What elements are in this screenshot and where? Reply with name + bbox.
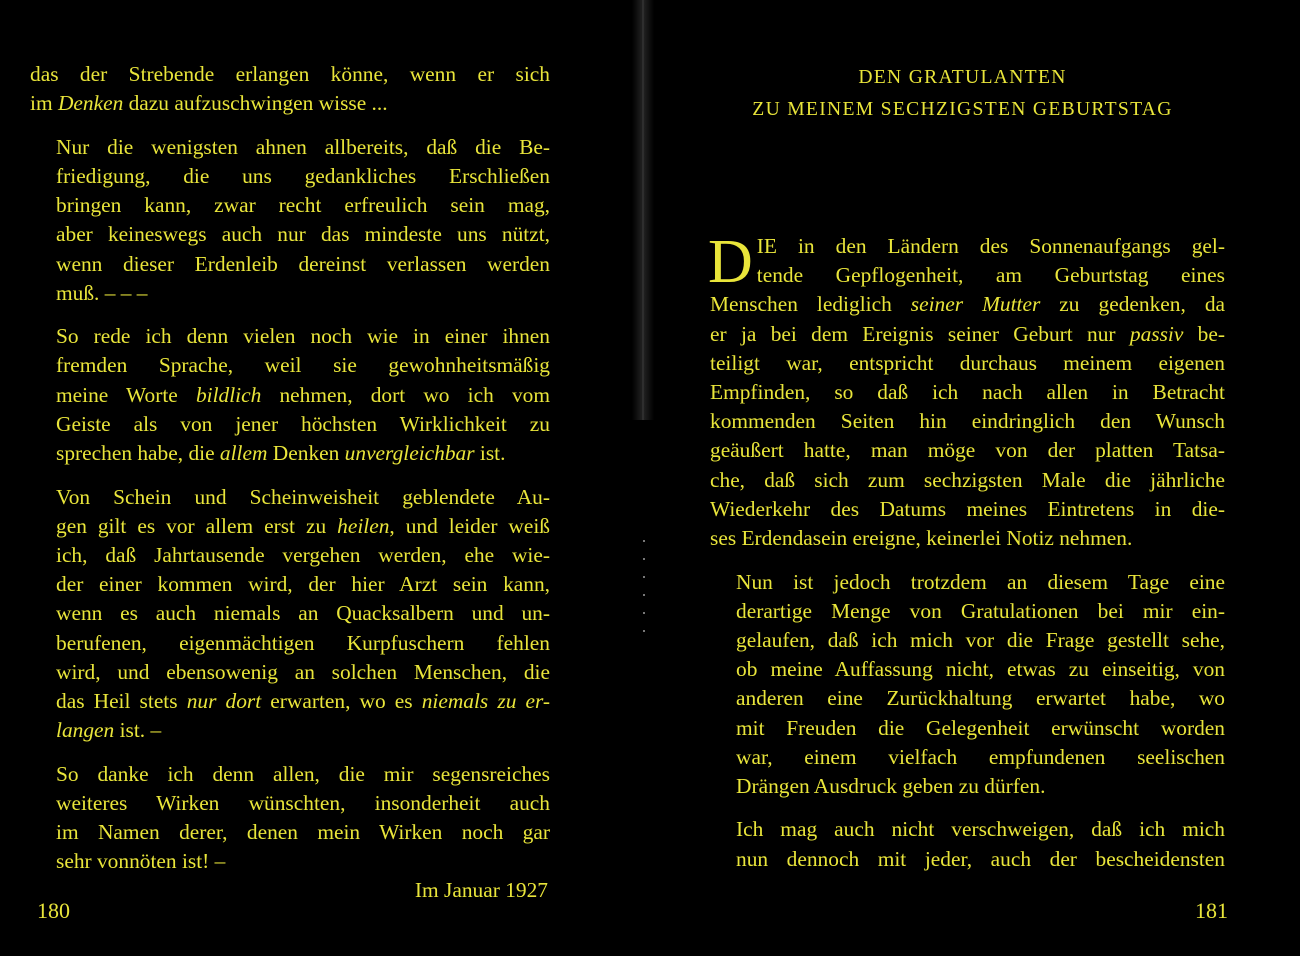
text-line: Geiste als von jener höchsten Wirklichkeit zu bbox=[56, 411, 550, 436]
text-line: fremden Sprache, weil sie gewohnheitsmäßig bbox=[56, 353, 550, 378]
text-line: Nun ist jedoch trotzdem an diesem Tage eine bbox=[736, 569, 1225, 594]
left-page bbox=[0, 0, 640, 956]
text-line: ses Erdendasein ereigne, keinerlei Notiz nehmen. bbox=[710, 526, 1133, 551]
emphasis: seiner Mutter bbox=[910, 292, 1041, 317]
text-line: im Denken dazu aufzuschwingen wisse ... bbox=[30, 91, 388, 116]
text-line: kommenden Seiten hin eindringlich den Wunsch bbox=[710, 409, 1225, 434]
text-line: muß. – – – bbox=[56, 280, 148, 305]
emphasis: unvergleichbar bbox=[344, 441, 475, 466]
text-line: So rede ich denn vielen noch wie in einer ihnen bbox=[56, 324, 550, 349]
text-line: weiteres Wirken wünschten, insonderheit auch bbox=[56, 790, 550, 815]
text-line: derartige Menge von Gratulationen bei mir ein- bbox=[736, 598, 1225, 623]
text-line: Empfinden, so daß ich nach allen in Betracht bbox=[710, 380, 1225, 405]
page-number-left: 180 bbox=[37, 898, 70, 923]
text-line: geäußert hatte, man möge von der platten Tatsa- bbox=[710, 438, 1225, 463]
left-page-text bbox=[30, 60, 550, 920]
text-line: meine Worte bildlich nehmen, dort wo ich vom bbox=[56, 382, 550, 407]
text-line: gelaufen, daß ich mich vor die Frage gestellt sehe, bbox=[736, 627, 1225, 652]
text-line: langen ist. – bbox=[56, 718, 162, 743]
heading-line-2: ZU MEINEM SECHZIGSTEN GEBURTSTAG bbox=[752, 99, 1173, 120]
paragraph bbox=[30, 133, 550, 308]
first-word-caps: IE bbox=[756, 234, 777, 258]
text-line: Ich mag auch nicht verschweigen, daß ich mich bbox=[736, 817, 1225, 842]
text-line: tende Gepflogenheit, am Geburtstag eines bbox=[756, 263, 1225, 288]
text-line: So danke ich denn allen, die mir segensreiches bbox=[56, 761, 550, 786]
text-line: anderen eine Zurückhaltung erwartet habe, wo bbox=[736, 686, 1225, 711]
right-page-text bbox=[708, 228, 1226, 888]
drop-cap: D bbox=[708, 228, 753, 296]
paragraph bbox=[30, 483, 550, 746]
heading-line-1: DEN GRATULANTEN bbox=[858, 67, 1067, 88]
text-line: nun dennoch mit jeder, auch der bescheidensten bbox=[736, 846, 1225, 871]
paragraph bbox=[708, 228, 1226, 553]
text-line: im Namen derer, denen mein Wirken noch gar bbox=[56, 820, 550, 845]
emphasis: langen bbox=[56, 718, 115, 743]
text-line: der einer kommen wird, der hier Arzt sein kann, bbox=[56, 572, 550, 597]
emphasis: bildlich bbox=[195, 382, 262, 407]
text-line: das Heil stets nur dort erwarten, wo es niemals zu er- bbox=[56, 688, 550, 713]
text-line: war, einem vielfach empfundenen seelischen bbox=[736, 744, 1225, 769]
text-line: bringen kann, zwar recht erfreulich sein mag, bbox=[56, 193, 550, 218]
text-line: sehr vonnöten ist! – bbox=[56, 849, 226, 874]
text-line: Nur die wenigsten ahnen allbereits, daß die Be- bbox=[56, 134, 550, 159]
paragraph bbox=[710, 815, 1225, 873]
text-line: er ja bei dem Ereignis seiner Geburt nur passiv be- bbox=[710, 321, 1225, 346]
emphasis: allem bbox=[219, 441, 268, 466]
text-line: Von Schein und Scheinweisheit geblendete Au- bbox=[56, 484, 550, 509]
gutter-shadow bbox=[643, 540, 645, 640]
text-line: IE in den Ländern des Sonnenaufgangs gel- bbox=[756, 234, 1225, 258]
text-line: mit Freuden die Gelegenheit erwünscht worden bbox=[736, 715, 1225, 740]
emphasis: nur dort bbox=[186, 688, 262, 713]
text-line: teiligt war, entspricht durchaus meinem eigenen bbox=[710, 350, 1225, 375]
right-page bbox=[660, 0, 1300, 956]
text-line: che, daß sich zum sechzigsten Male die jährliche bbox=[710, 467, 1225, 492]
emphasis: Denken bbox=[57, 91, 124, 116]
paragraph bbox=[30, 322, 550, 468]
text-line: wenn es auch niemals an Quacksalbern und un- bbox=[56, 601, 550, 626]
text-line: das der Strebende erlangen könne, wenn er sich bbox=[30, 62, 550, 86]
paragraph bbox=[710, 568, 1225, 802]
text-line: ob meine Auffassung nicht, etwas zu einseitig, von bbox=[736, 657, 1225, 682]
text-line: Wiederkehr des Datums meines Eintretens in die- bbox=[710, 496, 1225, 521]
text-line: wird, und ebensowenig an solchen Menschen, die bbox=[56, 659, 550, 684]
text-line: Drängen Ausdruck geben zu dürfen. bbox=[736, 773, 1046, 798]
text-line: Menschen lediglich seiner Mutter zu gedenken, da bbox=[710, 292, 1226, 317]
text-line: ich, daß Jahrtausende vergehen werden, ehe wie- bbox=[56, 542, 550, 567]
text-line: sprechen habe, die allem Denken unvergleichbar ist. bbox=[56, 441, 506, 466]
paragraph bbox=[30, 760, 550, 906]
text-line: aber keineswegs auch nur das mindeste uns nützt, bbox=[56, 222, 550, 247]
paragraph bbox=[30, 60, 550, 118]
text-line: gen gilt es vor allem erst zu heilen, und leider weiß bbox=[56, 513, 551, 538]
chapter-heading bbox=[700, 62, 1225, 126]
date-line: Im Januar 1927 bbox=[414, 878, 548, 903]
emphasis: niemals zu er- bbox=[421, 688, 550, 713]
emphasis: passiv bbox=[1129, 321, 1184, 346]
emphasis: heilen bbox=[337, 513, 390, 538]
text-line: wenn dieser Erdenleib dereinst verlassen werden bbox=[56, 251, 550, 276]
text-line: friedigung, die uns gedankliches Erschließen bbox=[56, 163, 550, 188]
page-number-right: 181 bbox=[1195, 898, 1228, 923]
text-line: berufenen, eigenmächtigen Kurpfuschern fehlen bbox=[56, 630, 550, 655]
